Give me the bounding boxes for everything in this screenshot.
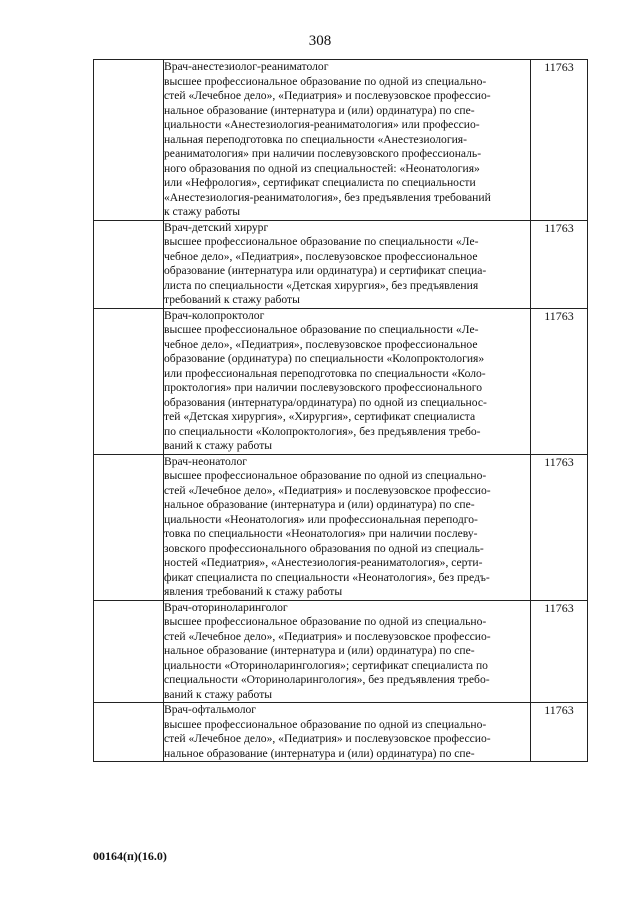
requirement-line: к стажу работы — [164, 205, 241, 218]
table-row — [94, 60, 588, 221]
requirement-line: проктология» при наличии послевузовского профессионального — [164, 381, 483, 394]
requirement-line: «Анестезиология-реаниматология», без предъявления требований — [164, 190, 491, 204]
requirement-line: высшее профессиональное образование по специальности «Ле- — [164, 235, 479, 248]
requirement-line: специальности «Оториноларингология», без предъявления требо- — [164, 673, 490, 686]
requirement-line: высшее профессиональное образование по одной из специально- — [164, 615, 487, 628]
requirement-line: требований к стажу работы — [164, 293, 300, 306]
position-title: Врач-неонатолог — [164, 454, 247, 468]
position-title: Врач-колопроктолог — [164, 308, 265, 322]
salary-cell: 11763 — [531, 60, 588, 221]
table-row — [94, 454, 588, 600]
requirement-line: ного образования по одной из специальностей: «Неонатология» — [164, 161, 480, 175]
requirement-line: чебное дело», «Педиатрия», послевузовское профессиональное — [164, 337, 478, 351]
position-title: Врач-анестезиолог-реаниматолог — [164, 60, 329, 73]
salary-cell: 11763 — [531, 454, 588, 600]
empty-group-cell — [94, 60, 164, 221]
position-title: Врач-детский хирург — [164, 220, 269, 234]
requirement-line: зовского профессионального образования по одной из специаль- — [164, 541, 484, 555]
document-code: 00164(п)(16.0) — [93, 849, 167, 863]
position-description-cell — [164, 220, 531, 308]
requirement-line: образование (интернатура или ординатура) и сертификат специа- — [164, 264, 487, 277]
empty-group-cell — [94, 600, 164, 703]
requirement-line: циальности «Анестезиология-реаниматология» или профессио- — [164, 118, 480, 131]
empty-group-cell — [94, 703, 164, 762]
position-description-cell — [164, 703, 531, 762]
position-description-cell — [164, 60, 531, 221]
requirement-line: чебное дело», «Педиатрия», послевузовское профессиональное — [164, 249, 478, 263]
requirement-line: явления требований к стажу работы — [164, 585, 343, 598]
table-row — [94, 600, 588, 703]
requirement-line: нальная переподготовка по специальности «Анестезиология- — [164, 132, 467, 146]
position-description-cell — [164, 454, 531, 600]
salary-cell: 11763 — [531, 220, 588, 308]
requirement-line: нальное образование (интернатура и (или) ординатура) по спе- — [164, 498, 475, 511]
empty-group-cell — [94, 308, 164, 454]
table-row — [94, 220, 588, 308]
requirement-line: по специальности «Колопроктология», без предъявления требо- — [164, 424, 481, 438]
requirement-line: циальности «Неонатология» или профессиональная переподго- — [164, 512, 478, 526]
position-title: Врач-офтальмолог — [164, 703, 257, 716]
requirement-line: или «Нефрология», сертификат специалиста по специальности — [164, 176, 476, 189]
requirement-line: образования (интернатура/ординатура) по одной из специальнос- — [164, 395, 487, 409]
table-row — [94, 308, 588, 454]
requirement-line: тей «Детская хирургия», «Хирургия», сертификат специалиста — [164, 410, 476, 423]
requirement-line: высшее профессиональное образование по одной из специально- — [164, 717, 487, 731]
requirement-line: высшее профессиональное образование по специальности «Ле- — [164, 323, 479, 336]
requirement-line: стей «Лечебное дело», «Педиатрия» и послевузовское профессио- — [164, 629, 491, 643]
position-description-cell — [164, 308, 531, 454]
requirement-line: нальное образование (интернатура и (или) ординатура) по спе- — [164, 746, 475, 760]
requirement-line: реаниматология» при наличии послевузовского профессиональ- — [164, 147, 482, 160]
empty-group-cell — [94, 454, 164, 600]
table-row — [94, 703, 588, 762]
requirement-line: листа по специальности «Детская хирургия», без предъявления — [164, 278, 479, 292]
requirement-line: ностей «Педиатрия», «Анестезиология-реаниматология», серти- — [164, 556, 483, 569]
page-number: 308 — [308, 33, 332, 49]
salary-cell: 11763 — [531, 703, 588, 762]
requirement-line: циальности «Оториноларингология»; сертификат специалиста по — [164, 658, 488, 672]
positions-table — [93, 59, 588, 762]
requirement-line: стей «Лечебное дело», «Педиатрия» и послевузовское профессио- — [164, 732, 491, 745]
requirement-line: высшее профессиональное образование по одной из специально- — [164, 469, 487, 482]
requirement-line: товка по специальности «Неонатология» при наличии послеву- — [164, 527, 478, 540]
requirement-line: нальное образование (интернатура и (или) ординатура) по спе- — [164, 103, 475, 117]
position-title: Врач-оториноларинголог — [164, 600, 288, 614]
requirement-line: стей «Лечебное дело», «Педиатрия» и послевузовское профессио- — [164, 483, 491, 497]
empty-group-cell — [94, 220, 164, 308]
position-description-cell — [164, 600, 531, 703]
requirement-line: высшее профессиональное образование по одной из специально- — [164, 74, 487, 88]
salary-cell: 11763 — [531, 600, 588, 703]
requirement-line: ваний к стажу работы — [164, 439, 273, 452]
requirement-line: стей «Лечебное дело», «Педиатрия» и послевузовское профессио- — [164, 89, 491, 102]
requirement-line: фикат специалиста по специальности «Неонатология», без предъ- — [164, 570, 490, 584]
requirement-line: нальное образование (интернатура и (или) ординатура) по спе- — [164, 644, 475, 657]
requirement-line: или профессиональная переподготовка по специальности «Коло- — [164, 366, 486, 380]
salary-cell: 11763 — [531, 308, 588, 454]
requirement-line: ваний к стажу работы — [164, 687, 273, 701]
requirement-line: образование (ординатура) по специальности «Колопроктология» — [164, 352, 485, 365]
